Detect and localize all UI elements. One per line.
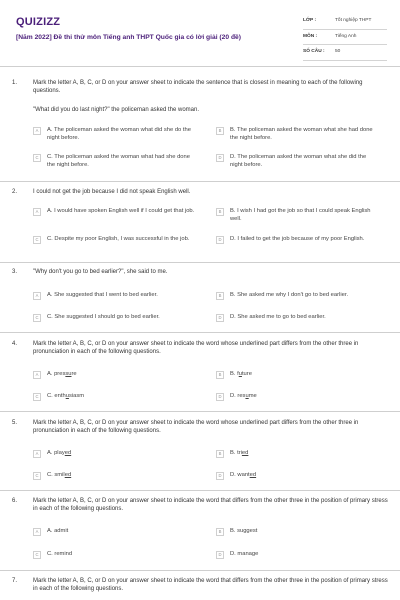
option-key-box: C (33, 314, 41, 322)
question-number: 1. (12, 80, 18, 86)
option-key-box: B (216, 450, 224, 458)
option-text: A. She suggested that I went to bed earlier. (47, 292, 158, 298)
underlined-part: u (238, 371, 242, 377)
option-b[interactable] (216, 371, 380, 379)
word-prefix: B. tri (230, 450, 242, 456)
option-key-box: A (33, 450, 41, 458)
option-d[interactable] (216, 472, 380, 480)
option-c[interactable] (33, 154, 197, 170)
underlined-part: u (65, 393, 69, 399)
meta-value: 50 (335, 49, 341, 55)
option-key-box: B (216, 528, 224, 536)
option-c[interactable] (33, 551, 197, 559)
question-divider (0, 490, 400, 491)
option-key-box: B (216, 292, 224, 300)
option-text: C. Despite my poor English, I was successful in the job. (47, 236, 190, 242)
question-divider (0, 570, 400, 571)
question-number: 7. (12, 578, 18, 584)
option-text: A. I would have spoken English well if I could get that job. (47, 208, 195, 214)
underlined-part: ed (249, 472, 257, 478)
option-key-box: D (216, 314, 224, 322)
meta-row-subject (303, 30, 387, 46)
meta-value: Tiếng Anh (335, 33, 357, 39)
meta-label: SỐ CÂU : (303, 49, 325, 55)
option-key-box: D (216, 472, 224, 480)
option-a[interactable] (33, 528, 197, 536)
option-key-box: B (216, 127, 224, 135)
underlined-part: ed (241, 450, 249, 456)
option-text: B. She asked me why I don't go to bed earlier. (230, 292, 349, 298)
meta-row-count (303, 45, 387, 61)
word-prefix: B. f (230, 371, 239, 377)
option-text (230, 450, 380, 458)
word-prefix: A. play (47, 450, 65, 456)
option-key-box: C (33, 393, 41, 401)
option-text: D. manage (230, 551, 259, 557)
option-key-box: C (33, 472, 41, 480)
option-c[interactable] (33, 472, 197, 480)
word-suffix: siasm (68, 393, 85, 399)
option-text (47, 450, 197, 458)
option-text (47, 393, 197, 401)
option-c[interactable] (33, 236, 197, 244)
underlined-part: ed (64, 450, 72, 456)
underlined-part: u (245, 393, 249, 399)
option-b[interactable] (216, 292, 380, 300)
option-b[interactable] (216, 450, 380, 458)
word-prefix: D. res (230, 393, 246, 399)
option-key-box: C (33, 236, 41, 244)
question-number: 3. (12, 269, 18, 275)
option-a[interactable] (33, 127, 197, 143)
option-a[interactable] (33, 371, 197, 379)
question-text: Mark the letter A, B, C, or D on your answer sheet to indicate the word whose underlined part differs from the other three in pronunciation in each of the following questions. (33, 420, 359, 435)
header-divider (0, 66, 400, 67)
option-key-box: B (216, 208, 224, 216)
option-text: A. The policeman asked the woman what did she do the night before. (47, 127, 191, 141)
option-key-box: A (33, 528, 41, 536)
option-key-box: A (33, 371, 41, 379)
option-text (230, 472, 380, 480)
option-text: B. The policeman asked the woman what she had done the night before. (230, 127, 373, 141)
option-key-box: D (216, 393, 224, 401)
option-key-box: A (33, 127, 41, 135)
underlined-part: su (65, 371, 72, 377)
option-c[interactable] (33, 314, 197, 322)
question-text: Mark the letter A, B, C, or D on your answer sheet to indicate the word that differs from the other three in the position of primary stress in each of the following questions. (33, 498, 388, 513)
question-number: 5. (12, 420, 18, 426)
option-a[interactable] (33, 292, 197, 300)
option-key-box: A (33, 208, 41, 216)
question-text: "Why don't you go to bed earlier?", she said to me. (33, 269, 168, 275)
meta-label: MÔN : (303, 33, 318, 39)
word-suffix: me (248, 393, 257, 399)
meta-value: Tốt nghiệp THPT (335, 18, 372, 24)
meta-table (303, 14, 387, 61)
word-prefix: C. enth (47, 393, 66, 399)
option-key-box: C (33, 551, 41, 559)
option-c[interactable] (33, 393, 197, 401)
option-key-box: D (216, 551, 224, 559)
option-a[interactable] (33, 208, 197, 216)
option-d[interactable] (216, 154, 380, 170)
option-text (47, 472, 197, 480)
document-title: [Năm 2022] Đề thi thử môn Tiếng anh THPT Quốc gia có lời giải (20 đề) (16, 34, 241, 41)
option-key-box: B (216, 371, 224, 379)
word-prefix: A. pres (47, 371, 66, 377)
question-number: 4. (12, 341, 18, 347)
option-text: C. The policeman asked the woman what had she done the night before. (47, 154, 190, 168)
question-number: 6. (12, 498, 18, 504)
word-suffix: ture (241, 371, 252, 377)
underlined-part: ed (64, 472, 72, 478)
option-d[interactable] (216, 551, 380, 559)
option-d[interactable] (216, 236, 380, 244)
question-text: Mark the letter A, B, C, or D on your answer sheet to indicate the word that differs from the other three in the position of primary stress in each of the following questions. (33, 578, 388, 593)
option-key-box: C (33, 154, 41, 162)
option-text: B. I wish I had got the job so that I could speak English well. (230, 208, 371, 222)
option-text: D. The policeman asked the woman what she did the night before. (230, 154, 367, 168)
quizizz-logo[interactable]: QUIZIZZ (16, 16, 61, 28)
option-text (230, 371, 380, 379)
option-text: A. admit (47, 528, 69, 534)
option-b[interactable] (216, 528, 380, 536)
option-text: D. She asked me to go to bed earlier. (230, 314, 326, 320)
option-text (47, 371, 197, 379)
option-b[interactable] (216, 127, 380, 143)
option-key-box: A (33, 292, 41, 300)
question-divider (0, 411, 400, 412)
option-key-box: D (216, 236, 224, 244)
question-divider (0, 262, 400, 263)
option-a[interactable] (33, 450, 197, 458)
word-prefix: C. smil (47, 472, 65, 478)
question-number: 2. (12, 189, 18, 195)
option-key-box: D (216, 154, 224, 162)
option-d[interactable] (216, 393, 380, 401)
option-text: C. She suggested I should go to bed earlier. (47, 314, 160, 320)
word-prefix: D. want (230, 472, 250, 478)
meta-label: LỚP : (303, 18, 317, 24)
option-d[interactable] (216, 314, 380, 322)
question-text: I could not get the job because I did not speak English well. (33, 189, 191, 195)
option-text: C. remind (47, 551, 73, 557)
option-b[interactable] (216, 208, 380, 224)
word-suffix: re (71, 371, 77, 377)
option-text (230, 393, 380, 401)
question-divider (0, 181, 400, 182)
question-quote: "What did you do last night?" the policeman asked the woman. (33, 107, 200, 113)
question-text: Mark the letter A, B, C, or D on your answer sheet to indicate the word whose underlined part differs from the other three in pronunciation in each of the following questions. (33, 341, 359, 356)
question-divider (0, 332, 400, 333)
question-text: Mark the letter A, B, C, or D on your answer sheet to indicate the sentence that is closest in meaning to each of the following questions. (33, 80, 363, 95)
worksheet-header (0, 0, 400, 64)
meta-row-class (303, 14, 387, 30)
option-text: D. I failed to get the job because of my poor English. (230, 236, 365, 242)
option-text: B. suggest (230, 528, 258, 534)
